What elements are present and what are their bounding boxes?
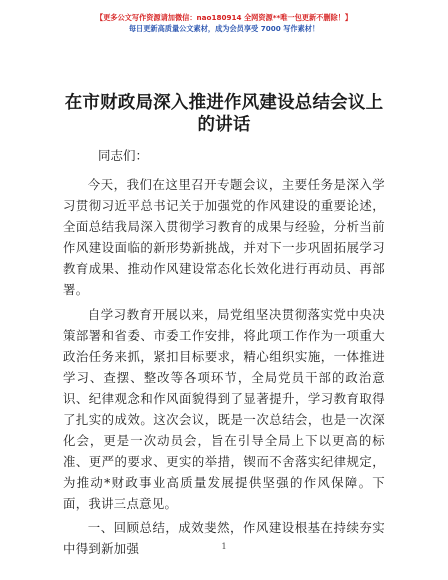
paragraph-intro: 今天，我们在这里召开专题会议，主要任务是深入学习贯彻习近平总书记关于加强党的作风建设的重要论述，全面总结我局深入贯彻学习教育的成果与经验，分析当前作风建设面临的新形势新挑战，并对下一步巩固拓展学习教育成果、推动作风建设常态化长效化进行再动员、再部署。 <box>63 177 385 297</box>
document-body <box>63 174 385 563</box>
page-number: 1 <box>221 542 227 551</box>
section-heading-one: 一、回顾总结，成效斐然，作风建设根基在持续夯实中得到新加强 <box>63 520 385 556</box>
header-banner <box>0 0 448 33</box>
paragraph-review: 自学习教育开展以来，局党组坚决贯彻落实党中央决策部署和省委、市委工作安排，将此项工作作为一项重大政治任务来抓，紧扣目标要求，精心组织实施，一体推进学习、查摆、整改等各项环节，全局党员干部的政治意识、纪律观念和作风面貌得到了显著提升，学习教育取得了扎实的成效。这次会议，既是一次总结会，也是一次深化会，更是一次动员会，旨在引导全局上下以更高的标准、更严的要求、更实的举措，锲而不舍落实纪律规定，为推动*财政事业高质量发展提供坚强的作风保障。下面，我讲三点意见。 <box>63 306 385 511</box>
banner-subscription-line: 每日更新高质量公文素材，成为会员享受 7000 写作素材！ <box>128 24 320 33</box>
banner-promo-line: 【更多公文写作资源请加微信：nao180914 全网资源**唯一包更新不删除！】 <box>95 13 353 22</box>
document-title: 在市财政局深入推进作风建设总结会议上的讲话 <box>64 93 384 135</box>
salutation: 同志们： <box>98 148 149 163</box>
